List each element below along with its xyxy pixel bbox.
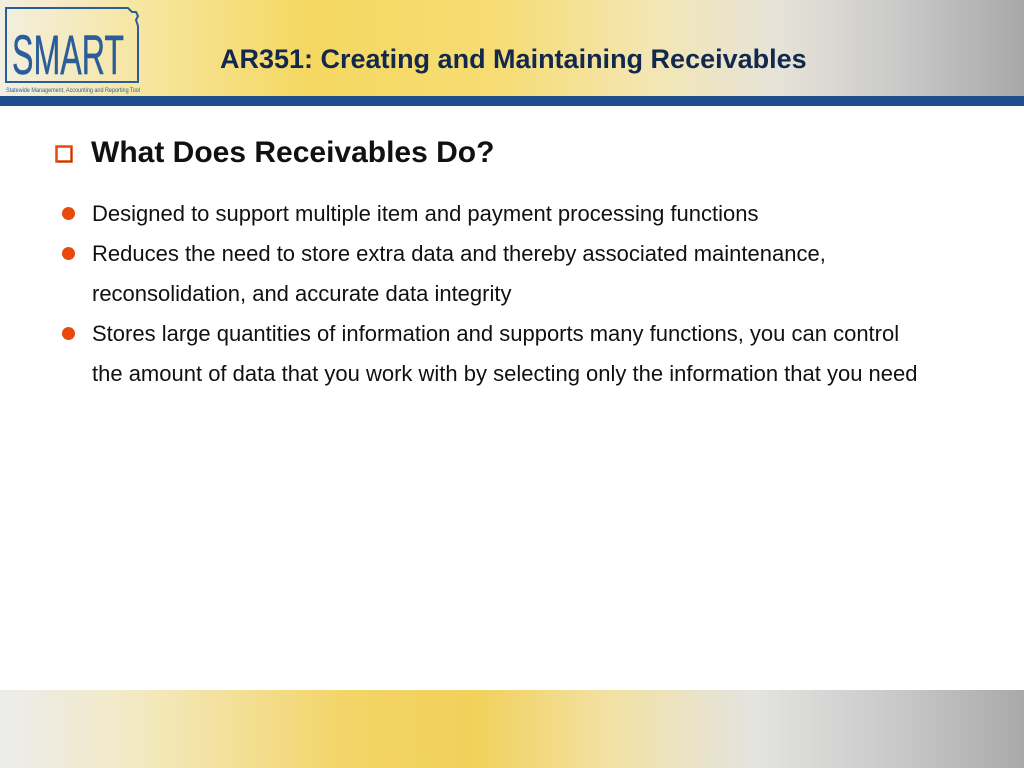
header-divider-bar	[0, 96, 1024, 106]
bullet-text: Designed to support multiple item and payment processing functions	[92, 201, 759, 226]
section-title: What Does Receivables Do?	[91, 136, 495, 169]
smart-logo	[2, 2, 142, 94]
bullet-item	[60, 314, 920, 394]
page-title: AR351: Creating and Maintaining Receivables	[220, 44, 807, 74]
bullet-text: Reduces the need to store extra data and thereby associated maintenance, reconsolidation, and accurate data integrity	[92, 241, 826, 306]
bullet-item	[60, 234, 920, 314]
bullet-dot-icon	[62, 327, 75, 340]
smart-kansas-logo-icon	[2, 2, 142, 94]
header-banner	[0, 0, 1024, 96]
bullet-dot-icon	[62, 247, 75, 260]
logo-tagline: Statewide Management, Accounting and Reporting Tool	[6, 88, 140, 94]
bullet-text: Stores large quantities of information and supports many functions, you can control the amount of data that you work with by selecting only the information that you need	[92, 321, 918, 386]
logo-wordmark: SMART	[12, 23, 125, 86]
bullet-dot-icon	[62, 207, 75, 220]
bullet-list	[60, 194, 920, 394]
checkbox-outline-icon	[55, 145, 73, 163]
footer-banner	[0, 690, 1024, 768]
bullet-item	[60, 194, 920, 234]
section-heading	[55, 136, 494, 170]
